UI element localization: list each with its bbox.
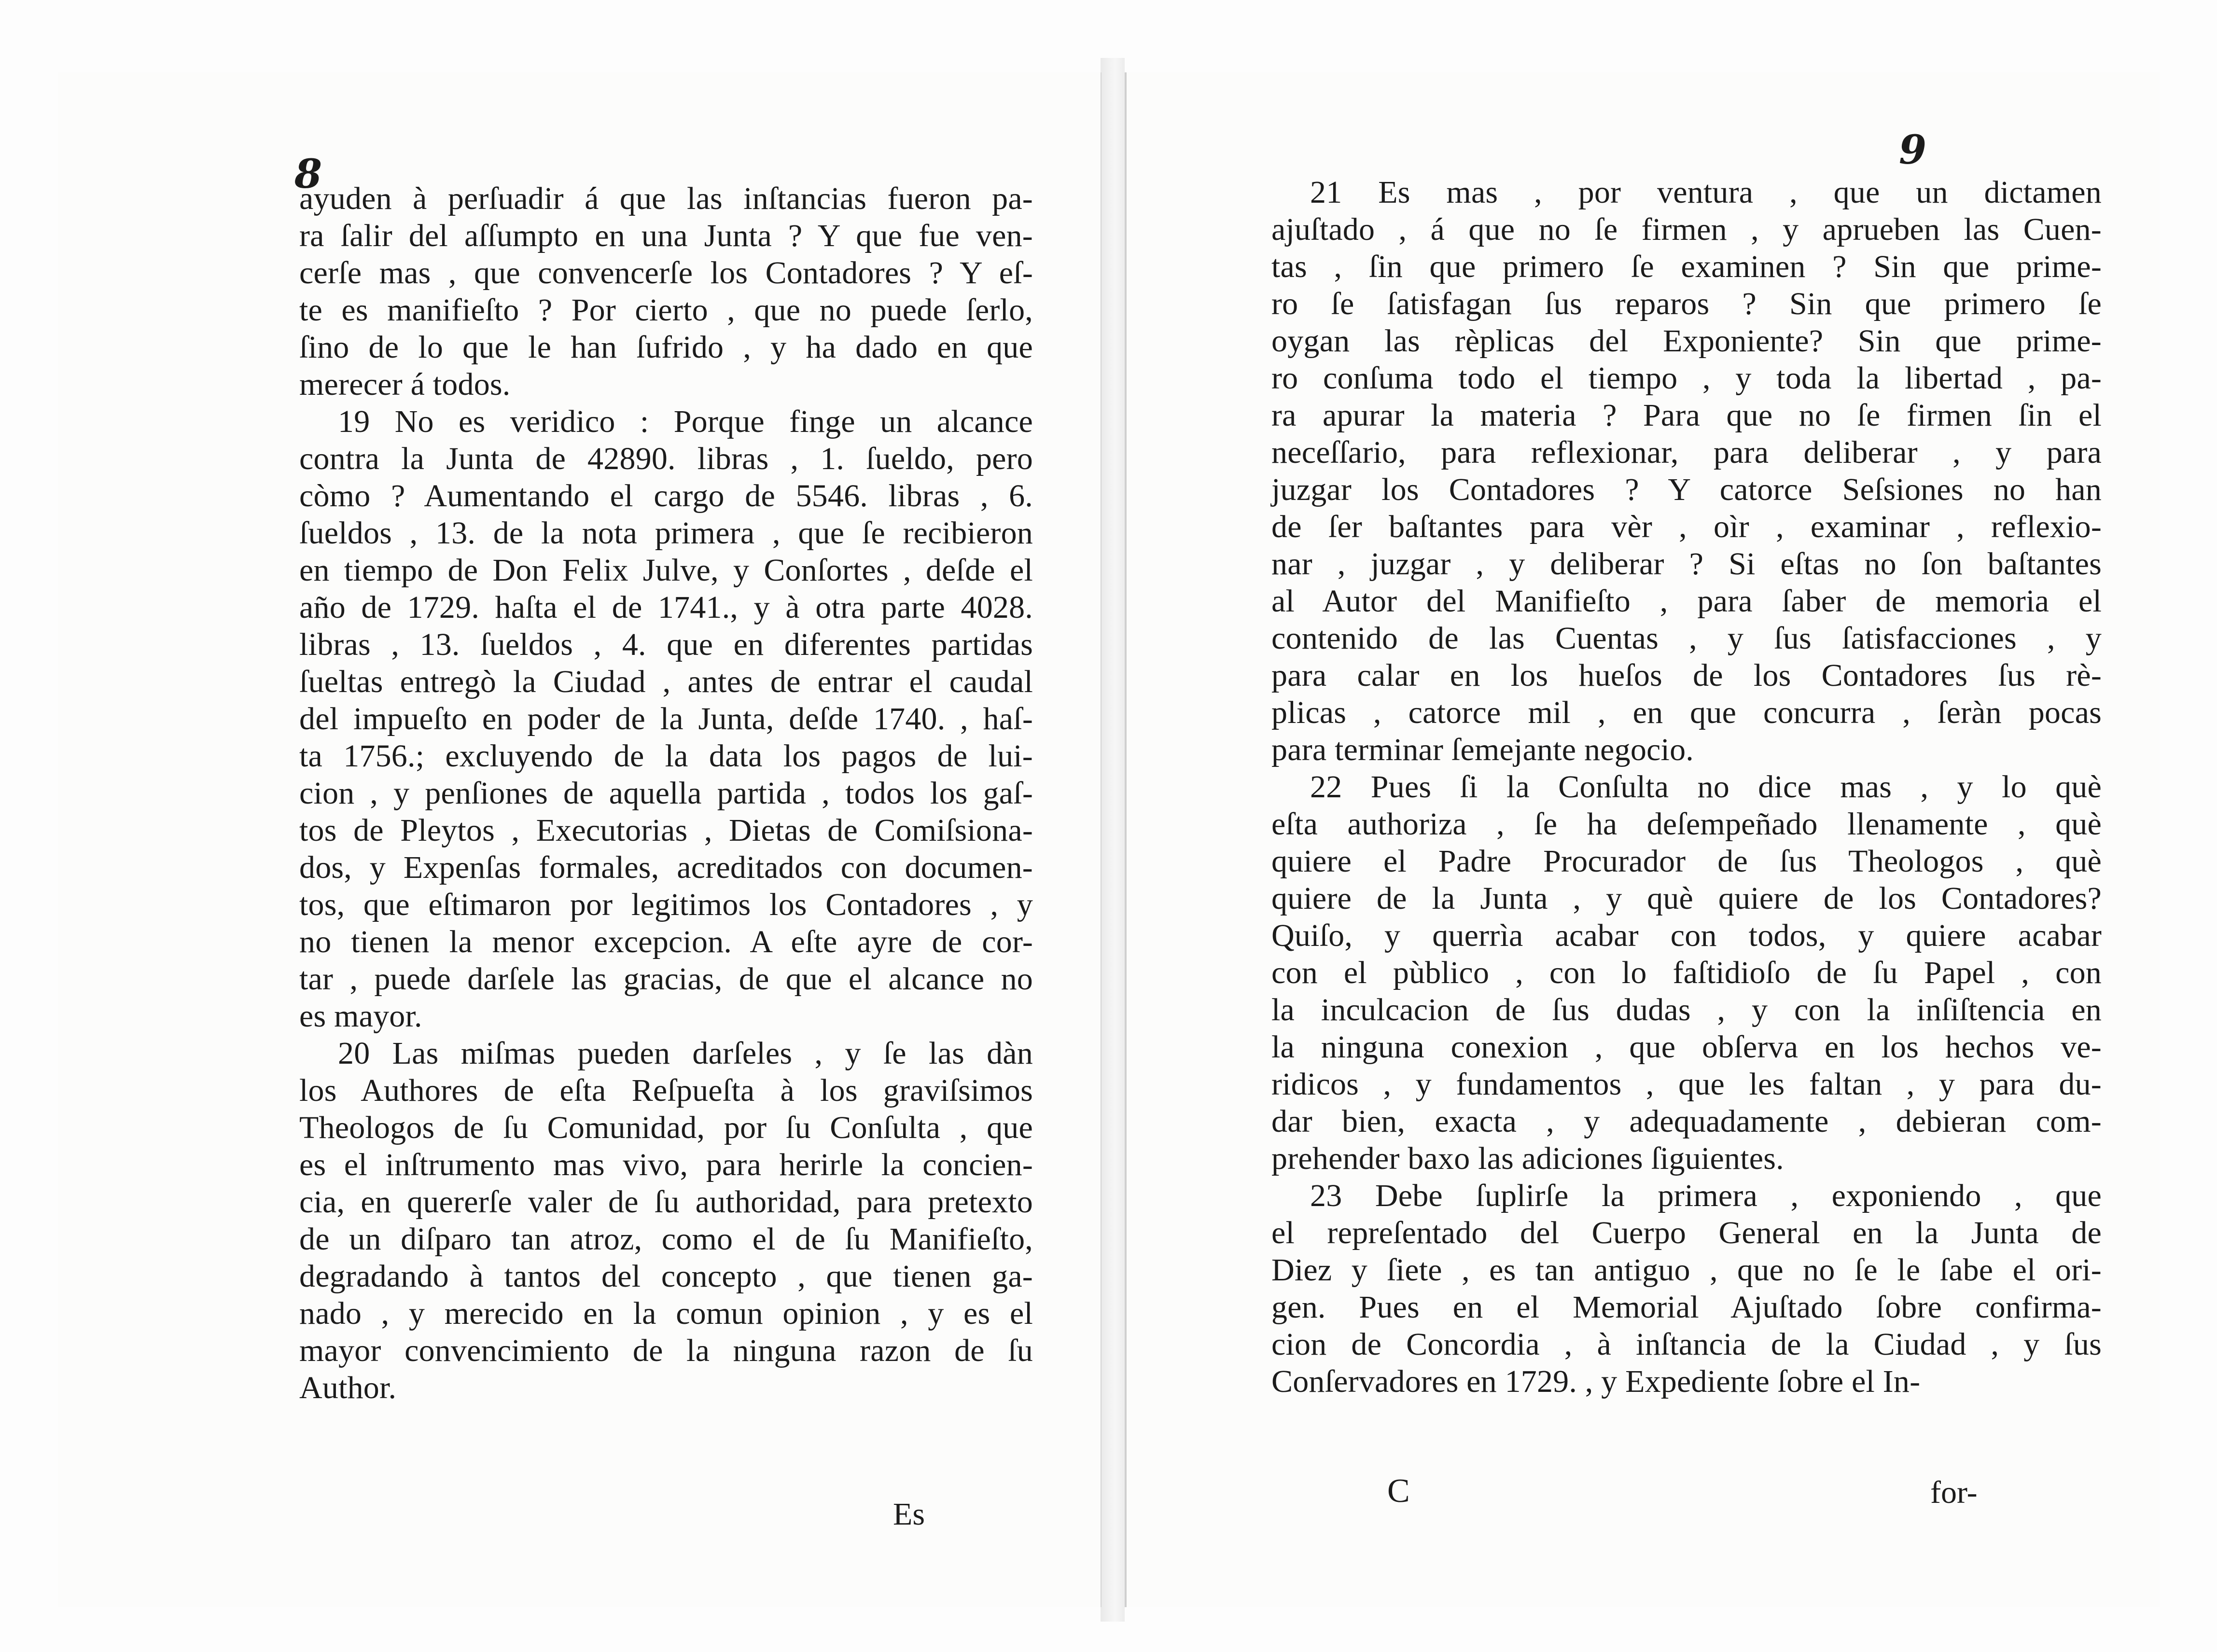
text-line: de ſer baſtantes para vèr , oìr , examinar , reflexio- [1271, 509, 2102, 544]
text-line: de un diſparo tan atroz, como el de ſu Manifieſto, [299, 1222, 1033, 1257]
text-line: para calar en los hueſos de los Contadores ſus rè- [1271, 658, 2102, 693]
text-line: libras , 13. ſueldos , 4. que en diferentes partidas [299, 627, 1033, 662]
text-line: nado , y merecido en la comun opinion , y es el [299, 1296, 1033, 1331]
text-line: no tienen la menor excepcion. A eſte ayre de cor- [299, 924, 1033, 959]
text-line: tos, que eſtimaron por legitimos los Contadores , y [299, 887, 1033, 922]
text-line: mayor convencimiento de la ninguna razon de ſu [299, 1333, 1033, 1368]
left-page-text [299, 180, 1033, 1406]
text-line: quiere el Padre Procurador de ſus Theologos , què [1271, 844, 2102, 879]
text-line: para terminar ſemejante negocio. [1271, 732, 1694, 767]
text-line: cion de Concordia , à inſtancia de la Ciudad , y ſus [1271, 1327, 2102, 1362]
text-line: 22 Pues ſi la Conſulta no dice mas , y lo què [1310, 769, 2102, 805]
text-line: Quiſo, y querrìa acabar con todos, y quiere acabar [1271, 918, 2102, 953]
text-line: oygan las rèplicas del Exponiente? Sin que prime- [1271, 323, 2102, 359]
text-line: ajuſtado , á que no ſe firmen , y aprueben las Cuen- [1271, 212, 2102, 247]
text-line: tas , ſin que primero ſe examinen ? Sin que prime- [1271, 249, 2102, 284]
text-line: degradando à tantos del concepto , que tienen ga- [299, 1259, 1033, 1294]
text-line: juzgar los Contadores ? Y catorce Seſsiones no han [1271, 472, 2102, 507]
text-line: del impueſto en poder de la Junta, deſde 1740. , haſ- [299, 701, 1033, 736]
text-line: ro ſe ſatisfagan ſus reparos ? Sin que primero ſe [1271, 286, 2102, 321]
right-page-number: 9 [1899, 127, 1927, 173]
right-page-text [1271, 174, 2102, 1400]
book-gutter [1101, 58, 1125, 1622]
text-line: dos, y Expenſas formales, acreditados con documen- [299, 850, 1033, 885]
text-line: ſueltas entregò la Ciudad , antes de entrar el caudal [299, 664, 1033, 699]
text-line: es el inſtrumento mas vivo, para herirle la concien- [299, 1147, 1033, 1182]
text-line: ſueldos , 13. de la nota primera , que ſe recibieron [299, 515, 1033, 551]
text-line: plicas , catorce mil , en que concurra , ſeràn pocas [1271, 695, 2102, 730]
right-catchword: for- [1930, 1475, 1978, 1510]
right-page [1125, 72, 2160, 1607]
text-line: es mayor. [299, 999, 422, 1034]
text-line: en tiempo de Don Felix Julve, y Conſortes , deſde el [299, 553, 1033, 588]
text-line: cerſe mas , que convencerſe los Contadores ? Y eſ- [299, 255, 1033, 291]
left-page-number: 8 [294, 151, 322, 197]
text-line: còmo ? Aumentando el cargo de 5546. libras , 6. [299, 478, 1033, 514]
text-line: el repreſentado del Cuerpo General en la Junta de [1271, 1215, 2102, 1250]
text-line: prehender baxo las adiciones ſiguientes. [1271, 1141, 1784, 1176]
text-line: año de 1729. haſta el de 1741., y à otra parte 4028. [299, 590, 1033, 625]
text-line: ra apurar la materia ? Para que no ſe firmen ſin el [1271, 398, 2102, 433]
text-line: eſta authoriza , ſe ha deſempeñado llenamente , què [1271, 806, 2102, 842]
text-line: cia, en quererſe valer de ſu authoridad, para pretexto [299, 1184, 1033, 1220]
text-line: Conſervadores en 1729. , y Expediente ſobre el In- [1271, 1364, 1921, 1399]
text-line: contra la Junta de 42890. libras , 1. ſueldo, pero [299, 441, 1033, 476]
text-line: la ninguna conexion , que obſerva en los hechos ve- [1271, 1029, 2102, 1065]
text-line: ro conſuma todo el tiempo , y toda la libertad , pa- [1271, 361, 2102, 396]
text-line: neceſſario, para reflexionar, para deliberar , y para [1271, 435, 2102, 470]
text-line: 19 No es veridico : Porque finge un alcance [338, 404, 1033, 439]
text-line: con el pùblico , con lo faſtidioſo de ſu Papel , con [1271, 955, 2102, 990]
text-line: ridicos , y fundamentos , que les faltan , y para du- [1271, 1067, 2102, 1102]
text-line: quiere de la Junta , y què quiere de los Contadores? [1271, 881, 2102, 916]
text-line: 20 Las miſmas pueden darſeles , y ſe las dàn [338, 1036, 1033, 1071]
left-page [58, 72, 1102, 1607]
text-line: nar , juzgar , y deliberar ? Si eſtas no ſon baſtantes [1271, 546, 2102, 582]
text-line: dar bien, exacta , y adequadamente , debieran com- [1271, 1104, 2102, 1139]
text-line: contenido de las Cuentas , y ſus ſatisfacciones , y [1271, 621, 2102, 656]
text-line: ra ſalir del aſſumpto en una Junta ? Y que fue ven- [299, 218, 1033, 253]
left-catchword: Es [893, 1497, 925, 1532]
text-line: te es manifieſto ? Por cierto , que no puede ſerlo, [299, 292, 1033, 328]
text-line: gen. Pues en el Memorial Ajuſtado ſobre confirma- [1271, 1290, 2102, 1325]
text-line: 21 Es mas , por ventura , que un dictamen [1310, 175, 2102, 210]
text-line: ſino de lo que le han ſufrido , y ha dado en que [299, 330, 1033, 365]
text-line: Author. [299, 1370, 397, 1405]
text-line: al Autor del Manifieſto , para ſaber de memoria el [1271, 583, 2102, 619]
text-line: Diez y ſiete , es tan antiguo , que no ſe le ſabe el ori- [1271, 1252, 2102, 1288]
text-line: 23 Debe ſuplirſe la primera , exponiendo , que [1310, 1178, 2102, 1213]
text-line: Theologos de ſu Comunidad, por ſu Conſulta , que [299, 1110, 1033, 1145]
text-line: tar , puede darſele las gracias, de que el alcance no [299, 961, 1033, 997]
text-line: cion , y penſiones de aquella partida , todos los gaſ- [299, 776, 1033, 811]
text-line: tos de Pleytos , Executorias , Dietas de Comiſsiona- [299, 813, 1033, 848]
text-line: merecer á todos. [299, 367, 511, 402]
text-line: ta 1756.; excluyendo de la data los pagos de lui- [299, 738, 1033, 774]
text-line: ayuden à perſuadir á que las inſtancias fueron pa- [299, 181, 1033, 216]
signature-mark: C [1387, 1472, 1410, 1510]
text-line: los Authores de eſta Reſpueſta à los graviſsimos [299, 1073, 1033, 1108]
text-line: la inculcacion de ſus dudas , y con la inſiſtencia en [1271, 992, 2102, 1027]
